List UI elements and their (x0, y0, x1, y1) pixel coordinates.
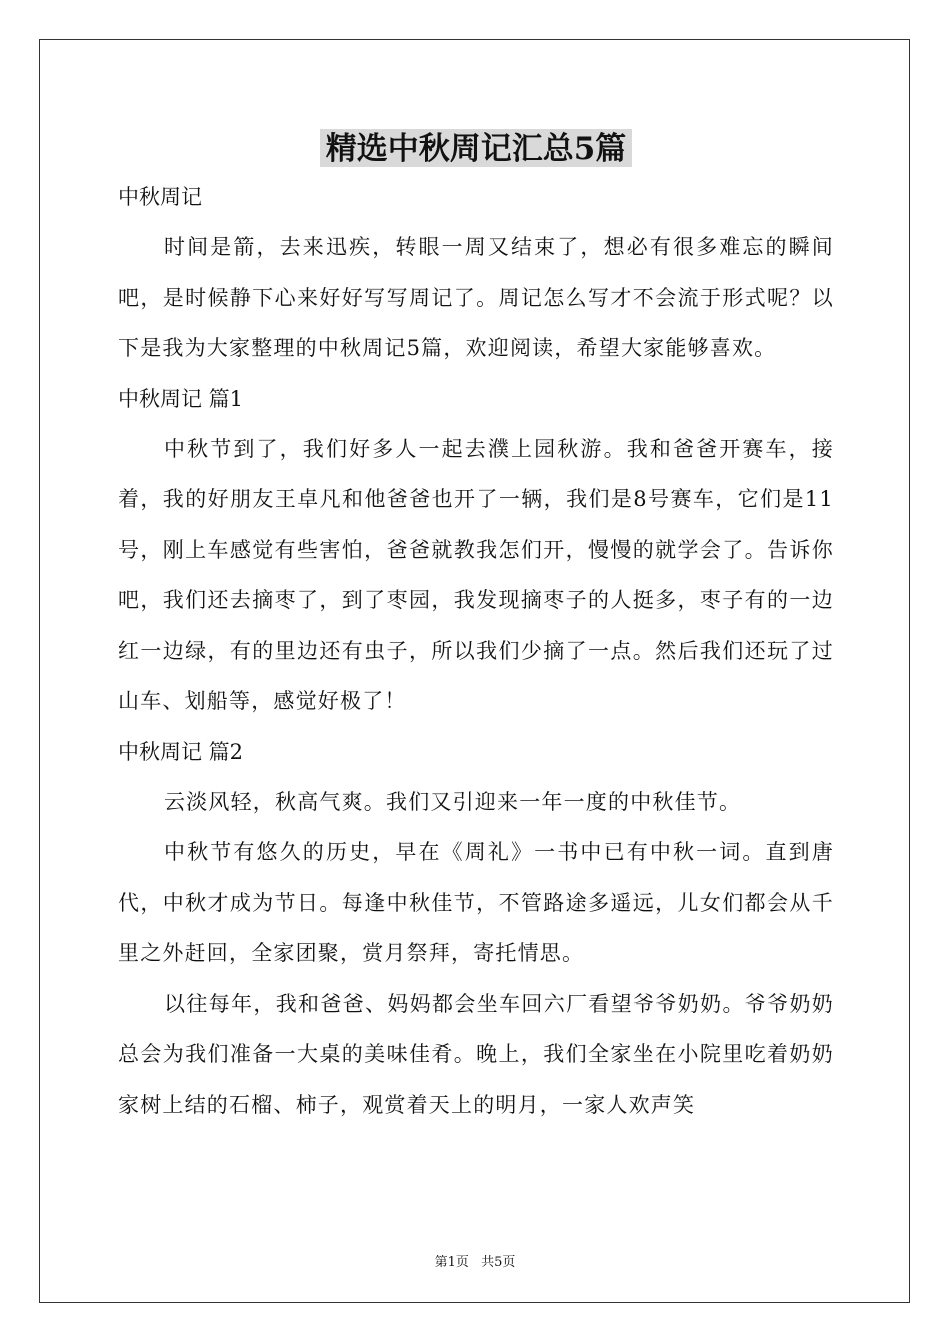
document-title-text: 精选中秋周记汇总5篇 (320, 129, 633, 167)
document-body (118, 126, 834, 1130)
page-number: 第1页 (434, 1255, 469, 1270)
section-intro (118, 172, 834, 374)
section-heading: 中秋周记 篇1 (118, 386, 244, 411)
paragraph: 中秋节有悠久的历史，早在《周礼》一书中已有中秋一词。直到唐代，中秋才成为节日。每逢中秋佳节，不管路途多遥远，儿女们都会从千里之外赶回，全家团聚，赏月祭拜，寄托情思。 (118, 840, 834, 965)
document-title (118, 126, 834, 172)
paragraph: 以往每年，我和爸爸、妈妈都会坐车回六厂看望爷爷奶奶。爷爷奶奶总会为我们准备一大桌的美味佳肴。晚上，我们全家坐在小院里吃着奶奶家树上结的石榴、柿子，观赏着天上的明月，一家人欢声笑 (118, 991, 834, 1117)
paragraph: 云淡风轻，秋高气爽。我们又引迎来一年一度的中秋佳节。 (164, 789, 742, 814)
section-essay-1 (118, 374, 834, 727)
page-footer (0, 1251, 950, 1270)
section-heading: 中秋周记 篇2 (118, 739, 244, 764)
section-heading: 中秋周记 (118, 185, 202, 209)
page-total: 共5页 (481, 1255, 516, 1270)
paragraph: 时间是箭，去来迅疾，转眼一周又结束了，想必有很多难忘的瞬间吧，是时候静下心来好好写写周记了。周记怎么写才不会流于形式呢？以下是我为大家整理的中秋周记5篇，欢迎阅读，希望大家能够喜欢。 (118, 235, 834, 360)
paragraph: 中秋节到了，我们好多人一起去濮上园秋游。我和爸爸开赛车，接着，我的好朋友王卓凡和他爸爸也开了一辆，我们是8号赛车，它们是11号，刚上车感觉有些害怕，爸爸就教我怎们开，慢慢的就学会了。告诉你吧，我们还去摘枣了，到了枣园，我发现摘枣子的人挺多，枣子有的一边红一边绿，有的里边还有虫子，所以我们少摘了一点。然后我们还玩了过山车、划船等，感觉好极了！ (118, 436, 834, 713)
section-essay-2 (118, 727, 834, 1131)
